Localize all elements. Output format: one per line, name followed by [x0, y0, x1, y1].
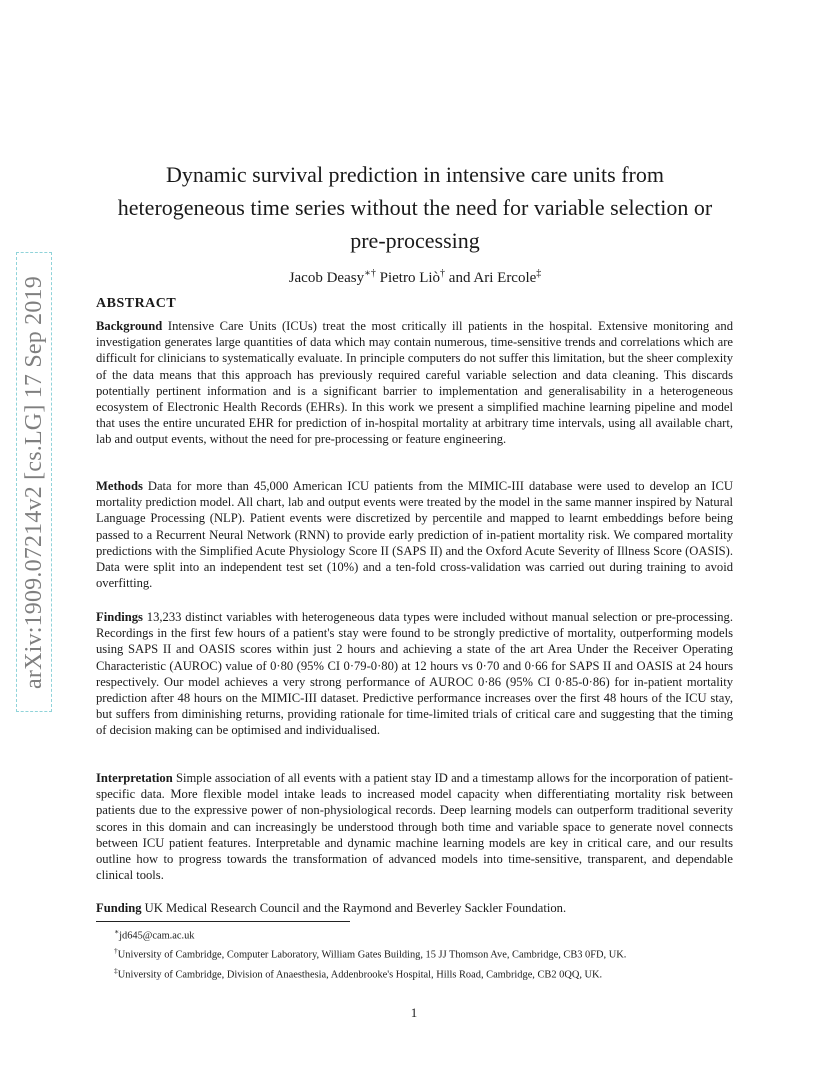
section-text: 13,233 distinct variables with heterogeneous data types were included without manual selection or pre-processing. Recordings in the first few hours of a patient's stay were found to be strongly predictive of mortality, outperforming models using SAPS II and OASIS scores within just 2 hours and achieving a state of the art Area Under the Receiver Operating Characteristic (AUROC) value of 0·80 (95% CI 0·79-0·80) at 12 hours vs 0·70 and 0·66 for SAPS II and OASIS at 24 hours respectively. Our model achieves a very strong performance of AUROC 0·86 (95% CI 0·85-0·86) for in-patient mortality prediction after 48 hours on the MIMIC-III dataset. Predictive performance increases over the first 48 hours of the ICU stay, but suffers from diminishing returns, providing rationale for time-limited trials of critical care and suggesting that the timing of decision making can be optimised and individualised. [96, 610, 733, 738]
author-conjunction: and [448, 270, 471, 286]
page-number: 1 [410, 1005, 418, 1020]
footnote-rule [96, 921, 350, 922]
author-name: Ari Ercole [473, 270, 537, 286]
section-label: Interpretation [96, 771, 173, 785]
footnote-text: University of Cambridge, Division of Anaesthesia, Addenbrooke's Hospital, Hills Road, Cambridge, CB2 0QQ, UK. [117, 969, 603, 981]
author-affiliation-mark: ∗† [364, 268, 376, 279]
abstract-findings [96, 609, 733, 739]
author-name: Jacob Deasy [288, 270, 365, 286]
author-affiliation-mark: † [440, 268, 446, 279]
footnote-mark: ‡ [114, 965, 118, 975]
footnotes [114, 924, 754, 982]
title-line: heterogeneous time series without the need for variable selection or [117, 195, 713, 220]
section-text: Intensive Care Units (ICUs) treat the most critically ill patients in the hospital. Extensive monitoring and investigation generates large quantities of data which may contain numerous, time-sensitive trends and correlations which are difficult for clinicians to systematically evaluate. In principle computers do not suffer this limitation, but the sheer complexity of the data means that this approach has previously required careful variable selection and data cleaning. This discards potentially pertinent information and is a significant barrier to implementation and generalisability in a heterogeneous ecosystem of Electronic Health Records (EHRs). In this work we present a simplified machine learning pipeline and model that uses the entire uncurated EHR for prediction of in-hospital mortality at arbitrary time intervals, using all available chart, lab and output events, without the need for pre-processing or feature engineering. [96, 319, 733, 447]
section-text: Data for more than 45,000 American ICU patients from the MIMIC-III database were used to develop an ICU mortality prediction model. All chart, lab and output events were treated by the model in the same manner inspired by Natural Language Processing (NLP). Patient events were discretized by percentile and mapped to learnt embeddings before being passed to a Recurrent Neural Network (RNN) to provide early prediction of in-patient mortality risk. We compared mortality predictions with the Simplified Acute Physiology Score II (SAPS II) and the Oxford Acute Severity of Illness Score (OASIS). Data were split into an independent test set (10%) and a ten-fold cross-validation was carried out during training to avoid overfitting. [96, 479, 733, 591]
footnote-mark: † [114, 946, 118, 956]
paper-title [90, 158, 740, 257]
abstract-funding [96, 900, 733, 916]
section-label: Methods [96, 479, 143, 493]
section-label: Background [96, 319, 163, 333]
footnote-text: jd645@cam.ac.uk [119, 930, 195, 942]
abstract-heading: ABSTRACT [96, 296, 177, 311]
author-affiliation-mark: ‡ [536, 268, 542, 279]
title-line: pre-processing [350, 228, 480, 253]
section-label: Funding [96, 901, 142, 915]
author-list [90, 268, 740, 287]
author-name: Pietro Liò [379, 270, 441, 286]
footnote-mark: ∗ [114, 927, 120, 936]
section-text: Simple association of all events with a patient stay ID and a timestamp allows for the incorporation of patient-specific data. More flexible model intake leads to increased model capacity when differentiating mortality risk between patients due to the expressive power of non-physiological records. Deep learning models can outperform traditional severity scores in this domain and can increasingly be understood through both time and variable space to generate novel connects between ICU patient features. Interpretable and dynamic machine learning models are key in critical care, and our results outline how to progress towards the transformation of advanced models into time-sensitive, transparent, and dependable clinical tools. [96, 771, 733, 883]
footnote-email [114, 924, 754, 943]
arxiv-identifier: arXiv:1909.07214v2 [cs.LG] 17 Sep 2019 [20, 275, 47, 689]
section-label: Findings [96, 610, 143, 624]
abstract-background [96, 318, 733, 448]
abstract-methods [96, 478, 733, 591]
title-line: Dynamic survival prediction in intensive care units from [166, 162, 664, 187]
abstract-interpretation [96, 770, 733, 883]
footnote-text: University of Cambridge, Computer Laboratory, William Gates Building, 15 JJ Thomson Ave, Cambridge, CB3 0FD, UK. [117, 949, 627, 961]
footnote-affiliation [114, 963, 754, 982]
arxiv-stamp [16, 252, 52, 712]
section-text: UK Medical Research Council and the Raymond and Beverley Sackler Foundation. [144, 901, 567, 915]
footnote-affiliation [114, 943, 754, 962]
